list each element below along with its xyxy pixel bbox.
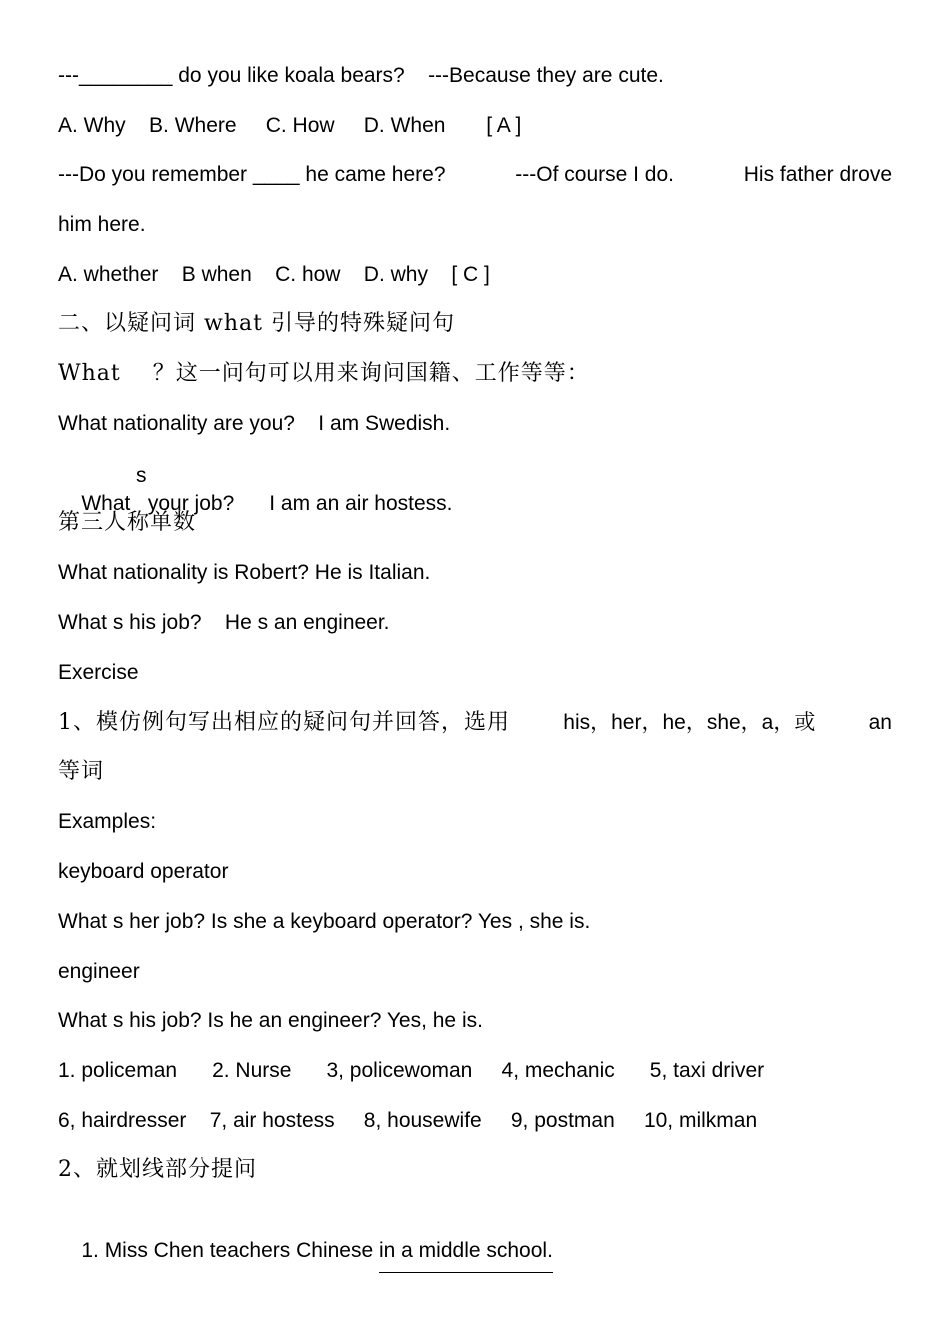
question-remember bbox=[58, 160, 892, 190]
job-list-1-to-5: 1. policeman 2. Nurse 3, policewoman 4, mechanic 5, taxi driver bbox=[58, 1059, 765, 1082]
exercise-1-instruction bbox=[58, 708, 892, 738]
examples-label: Examples: bbox=[58, 810, 157, 833]
exercise-1-instruction-part-3: an bbox=[868, 711, 892, 734]
exercise-1-instruction-continued: 等词 bbox=[58, 759, 105, 784]
job-list-6-to-10: 6, hairdresser 7, air hostess 8, housewife 9, postman 10, milkman bbox=[58, 1109, 758, 1132]
exercise-2-question-1 bbox=[58, 1206, 553, 1296]
question-remember-part-3: His father drove bbox=[743, 163, 892, 186]
options-question-1: A. Why B. Where C. How D. When [ A ] bbox=[58, 114, 522, 137]
section-heading-what-questions: 二、以疑问词 what 引导的特殊疑问句 bbox=[58, 311, 455, 336]
example-nationality: What nationality are you? I am Swedish. bbox=[58, 412, 451, 435]
example-sentence-engineer: What s his job? Is he an engineer? Yes, he is. bbox=[58, 1009, 483, 1032]
exercise-2-question-1-text: 1. Miss Chen teachers Chinese bbox=[81, 1239, 379, 1262]
exercise-2-instruction: 2、就划线部分提问 bbox=[58, 1157, 257, 1182]
question-remember-part-2: ---Of course I do. bbox=[515, 163, 674, 186]
exercise-2-underlined-part: in a middle school. bbox=[379, 1239, 553, 1273]
options-question-2: A. whether B when C. how D. why [ C ] bbox=[58, 263, 490, 286]
exercise-1-instruction-part-1: 1、模仿例句写出相应的疑问句并回答，选用 bbox=[58, 710, 510, 735]
third-person-heading: 第三人称单数 bbox=[58, 510, 197, 535]
example-word-engineer: engineer bbox=[58, 960, 140, 983]
example-word-keyboard-operator: keyboard operator bbox=[58, 860, 229, 883]
exercise-1-instruction-part-2: his，her，he，she，a，或 bbox=[563, 711, 816, 734]
exercise-heading: Exercise bbox=[58, 661, 139, 684]
question-remember-continued: him here. bbox=[58, 213, 146, 236]
example-his-job: What s his job? He s an engineer. bbox=[58, 611, 390, 634]
example-job-overlap-char: s bbox=[136, 464, 147, 487]
example-robert-nationality: What nationality is Robert? He is Italian. bbox=[58, 561, 431, 584]
example-job-text: What your job? I am an air hostess. bbox=[81, 492, 453, 515]
example-sentence-keyboard-operator: What s her job? Is she a keyboard operator? Yes , she is. bbox=[58, 910, 591, 933]
what-usage-note: What ？这一问句可以用来询问国籍、工作等等： bbox=[58, 361, 590, 386]
question-why-koala: ---________ do you like koala bears? ---Because they are cute. bbox=[58, 64, 664, 87]
question-remember-part-1: ---Do you remember ____ he came here? bbox=[58, 163, 446, 186]
